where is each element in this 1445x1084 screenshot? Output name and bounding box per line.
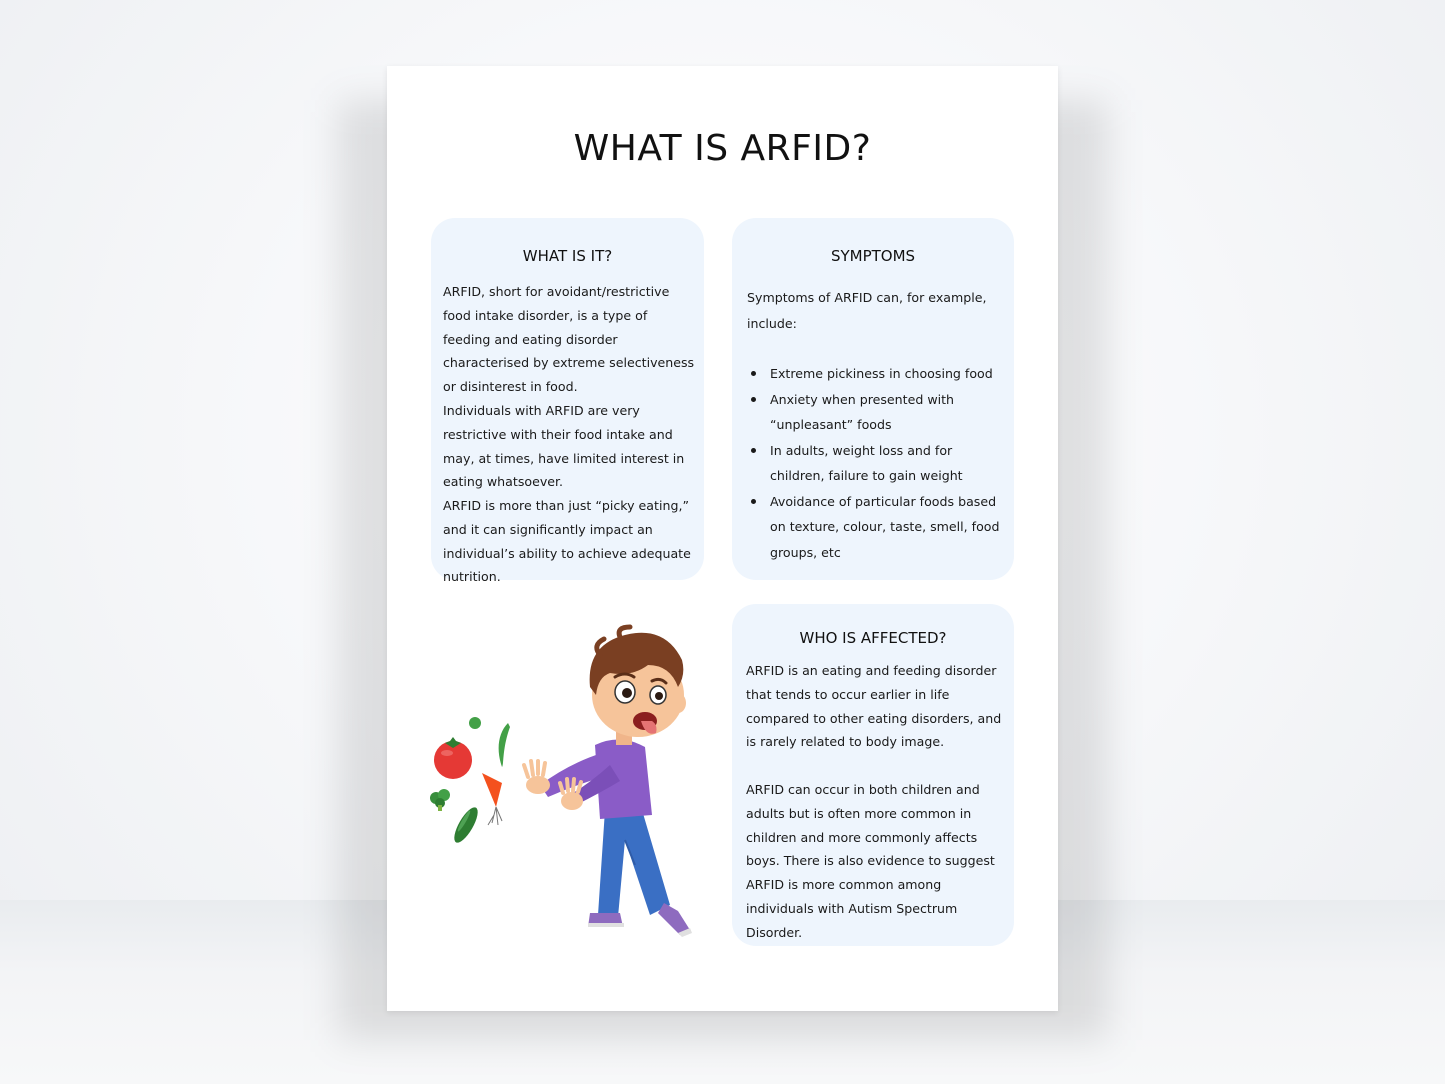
what-is-it-paragraph-2: Individuals with ARFID are very restrictive with their food intake and may, at times, have limited interest in eating whatsoever. bbox=[443, 403, 685, 490]
who-is-affected-paragraph-2: ARFID can occur in both children and adults but is often more common in children and more commonly affects boys. There is also evidence to suggest ARFID is more common among individuals with Autism Spectrum Disorder. bbox=[746, 782, 995, 940]
green-bean-icon bbox=[499, 723, 510, 767]
boy-figure bbox=[524, 627, 692, 937]
who-is-affected-paragraph-1: ARFID is an eating and feeding disorder that tends to occur earlier in life compared to other eating disorders, and is rarely related to body image. bbox=[746, 663, 1002, 750]
page-title: WHAT IS ARFID? bbox=[573, 128, 872, 169]
symptoms-list bbox=[747, 361, 1009, 565]
tomato-icon bbox=[434, 737, 472, 779]
symptoms-intro: Symptoms of ARFID can, for example, include: bbox=[747, 290, 987, 331]
symptom-item: Anxiety when presented with “unpleasant” foods bbox=[747, 387, 1009, 438]
what-is-it-paragraph-3: ARFID is more than just “picky eating,” and it can significantly impact an individual’s ability to achieve adequate nutrition. bbox=[443, 498, 691, 585]
who-is-affected-card bbox=[732, 604, 1014, 946]
boy-refusing-vegetables-illustration bbox=[420, 615, 710, 945]
symptoms-heading: SYMPTOMS bbox=[830, 247, 916, 265]
carrot-icon bbox=[482, 773, 502, 825]
pea-icon bbox=[469, 717, 481, 729]
what-is-it-paragraph-1: ARFID, short for avoidant/restrictive food intake disorder, is a type of feeding and eating disorder characterised by extreme selectiveness or disinterest in food. bbox=[443, 284, 695, 395]
what-is-it-card bbox=[431, 218, 704, 585]
who-is-affected-heading: WHO IS AFFECTED? bbox=[799, 629, 947, 647]
symptom-item: Extreme pickiness in choosing food bbox=[747, 361, 1009, 387]
cucumber-icon bbox=[450, 804, 482, 846]
symptoms-card bbox=[732, 218, 1014, 580]
symptom-item: In adults, weight loss and for children, failure to gain weight bbox=[747, 438, 1009, 489]
broccoli-icon bbox=[430, 789, 450, 811]
what-is-it-heading: WHAT IS IT? bbox=[522, 247, 613, 265]
symptom-item: Avoidance of particular foods based on texture, colour, taste, smell, food groups, etc bbox=[747, 489, 1009, 566]
